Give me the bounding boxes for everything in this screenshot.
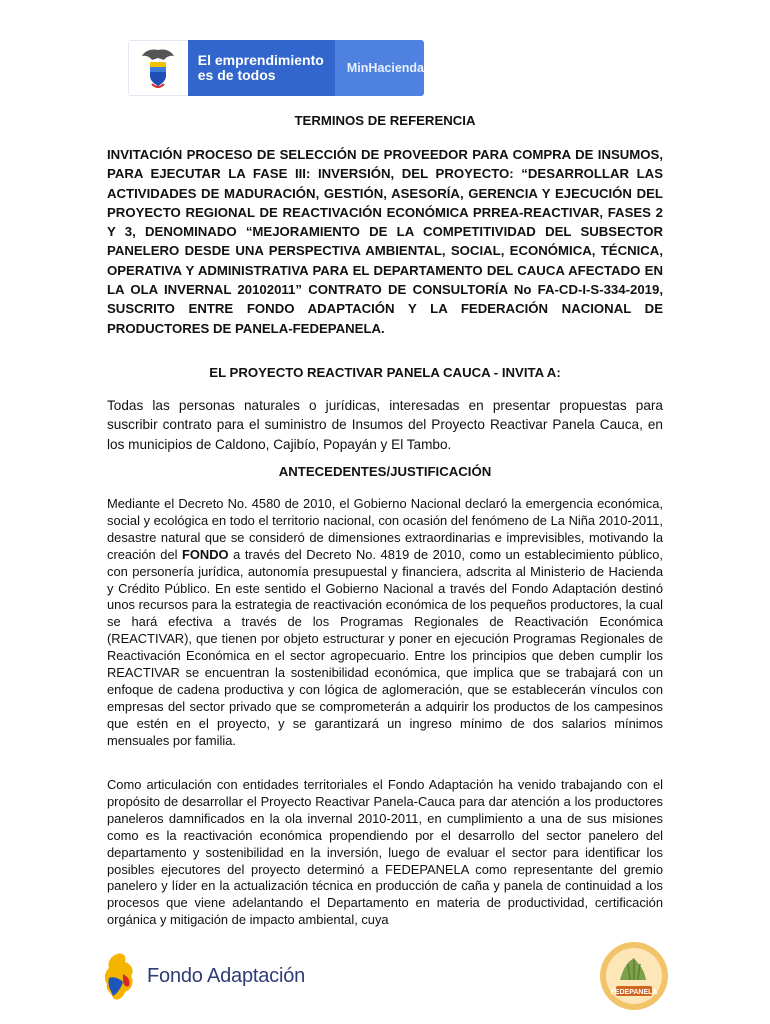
background-paragraph-1-part-a: Mediante el Decreto No. 4580 de 2010, el Gobierno Nacional declaró la emergencia económica, social y ecológica en todo el territorio nacional, con ocasión del fenómeno de La Niña 2010-2011, desastre natural que se consideró de dimensiones extraordinarias e imprevisibles, motivando la creación del <box>107 496 663 562</box>
document-title: TERMINOS DE REFERENCIA <box>294 113 476 128</box>
background-paragraph-2: Como articulación con entidades territoriales el Fondo Adaptación ha venido trabajando con el propósito de desarrollar el Proyecto Reactivar Panela-Cauca para dar atención a los productores paneleros damnificados en la ola invernal 2010-2011, en cumplimiento a una de sus misiones como es la reactivación económica propendiendo por el desarrollo del sector panelero del departamento y sostenibilidad en la inversión, luego de evaluar el sector para identificar los posibles ejecutores del proyecto determinó a FEDEPANELA como representante del gremio panelero y líder en la actualización técnica en producción de caña y panela de continuidad a los procesos que viene adelantando el Departamento en materia de productividad, certificación orgánica y mitigación de impacto ambiental, cuya <box>107 777 663 928</box>
slogan-line-2: es de todos <box>197 67 276 83</box>
background-paragraph-1 <box>107 496 663 750</box>
colombia-map-icon <box>97 948 143 1004</box>
fedepanela-seal <box>598 940 670 1012</box>
slogan <box>188 40 335 96</box>
invites-heading: EL PROYECTO REACTIVAR PANELA CAUCA - INVITA A: <box>209 365 561 380</box>
fondo-bold-text: FONDO <box>182 546 229 562</box>
ministry-name: MinHacienda <box>335 40 424 96</box>
background-paragraph-1-part-b: a través del Decreto No. 4819 de 2010, como un establecimiento público, con personería jurídica, autonomía presupuestal y financiera, adscrita al Ministerio de Hacienda y Crédito Público. En este sentido el Gobierno Nacional a través del Fondo Adaptación destinó unos recursos para la estrategia de reactivación económica de los pequeños productores, la cual se hará efectiva a través de los Programas Regionales de Reactivación Económica (REACTIVAR), que tienen por objeto estructurar y poner en ejecución Programas Regionales de Reactivación Económica en el sector agropecuario. Entre los principios que deben cumplir los REACTIVAR se encuentran la sostenibilidad económica, que implica que se trabajará con un enfoque de cadena productiva y con lógica de aglomeración, que se establecerán vínculos con empresas del sector privado que se comprometerán a adquirir los productos de los campesinos que estén en el proyecto, y se garantizará un ingreso mínimo de dos salarios mínimos mensuales por familia. <box>107 546 663 748</box>
background-heading: ANTECEDENTES/JUSTIFICACIÓN <box>278 464 492 479</box>
seal-text: FEDEPANELA <box>610 989 658 996</box>
footer-logo-text: Fondo Adaptación <box>147 964 306 987</box>
invitation-heading: INVITACIÓN PROCESO DE SELECCIÓN DE PROVEEDOR PARA COMPRA DE INSUMOS, PARA EJECUTAR LA FASE III: INVERSIÓN, DEL PROYECTO: “DESARROLLAR LAS ACTIVIDADES DE MADURACIÓN, GESTIÓN, ASESORÍA, GERENCIA Y EJECUCIÓN DEL PROYECTO REGIONAL DE REACTIVACIÓN ECONÓMICA PRREA-REACTIVAR, FASES 2 Y 3, DENOMINADO “MEJORAMIENTO DE LA COMPETITIVIDAD DEL SUBSECTOR PANELERO DESDE UNA PERSPECTIVA AMBIENTAL, SOCIAL, ECONÓMICA, TÉCNICA, OPERATIVA Y ADMINISTRATIVA PARA EL DEPARTAMENTO DEL CAUCA AFECTADO EN LA OLA INVERNAL 20102011” CONTRATO DE CONSULTORÍA No FA-CD-I-S-334-2019, SUSCRITO ENTRE FONDO ADAPTACIÓN Y LA FEDERACIÓN NACIONAL DE PRODUCTORES DE PANELA-FEDEPANELA. <box>107 147 663 336</box>
header-logo <box>128 40 424 96</box>
fondo-adaptacion-logo <box>97 946 307 1006</box>
invites-paragraph: Todas las personas naturales o jurídicas, interesadas en presentar propuestas para suscribir contrato para el suministro de Insumos del Proyecto Reactivar Panela Cauca, en los municipios de Caldono, Cajibío, Popayán y El Tambo. <box>107 398 663 452</box>
slogan-line-1: El emprendimiento <box>197 52 324 68</box>
coat-of-arms-icon <box>128 40 188 96</box>
